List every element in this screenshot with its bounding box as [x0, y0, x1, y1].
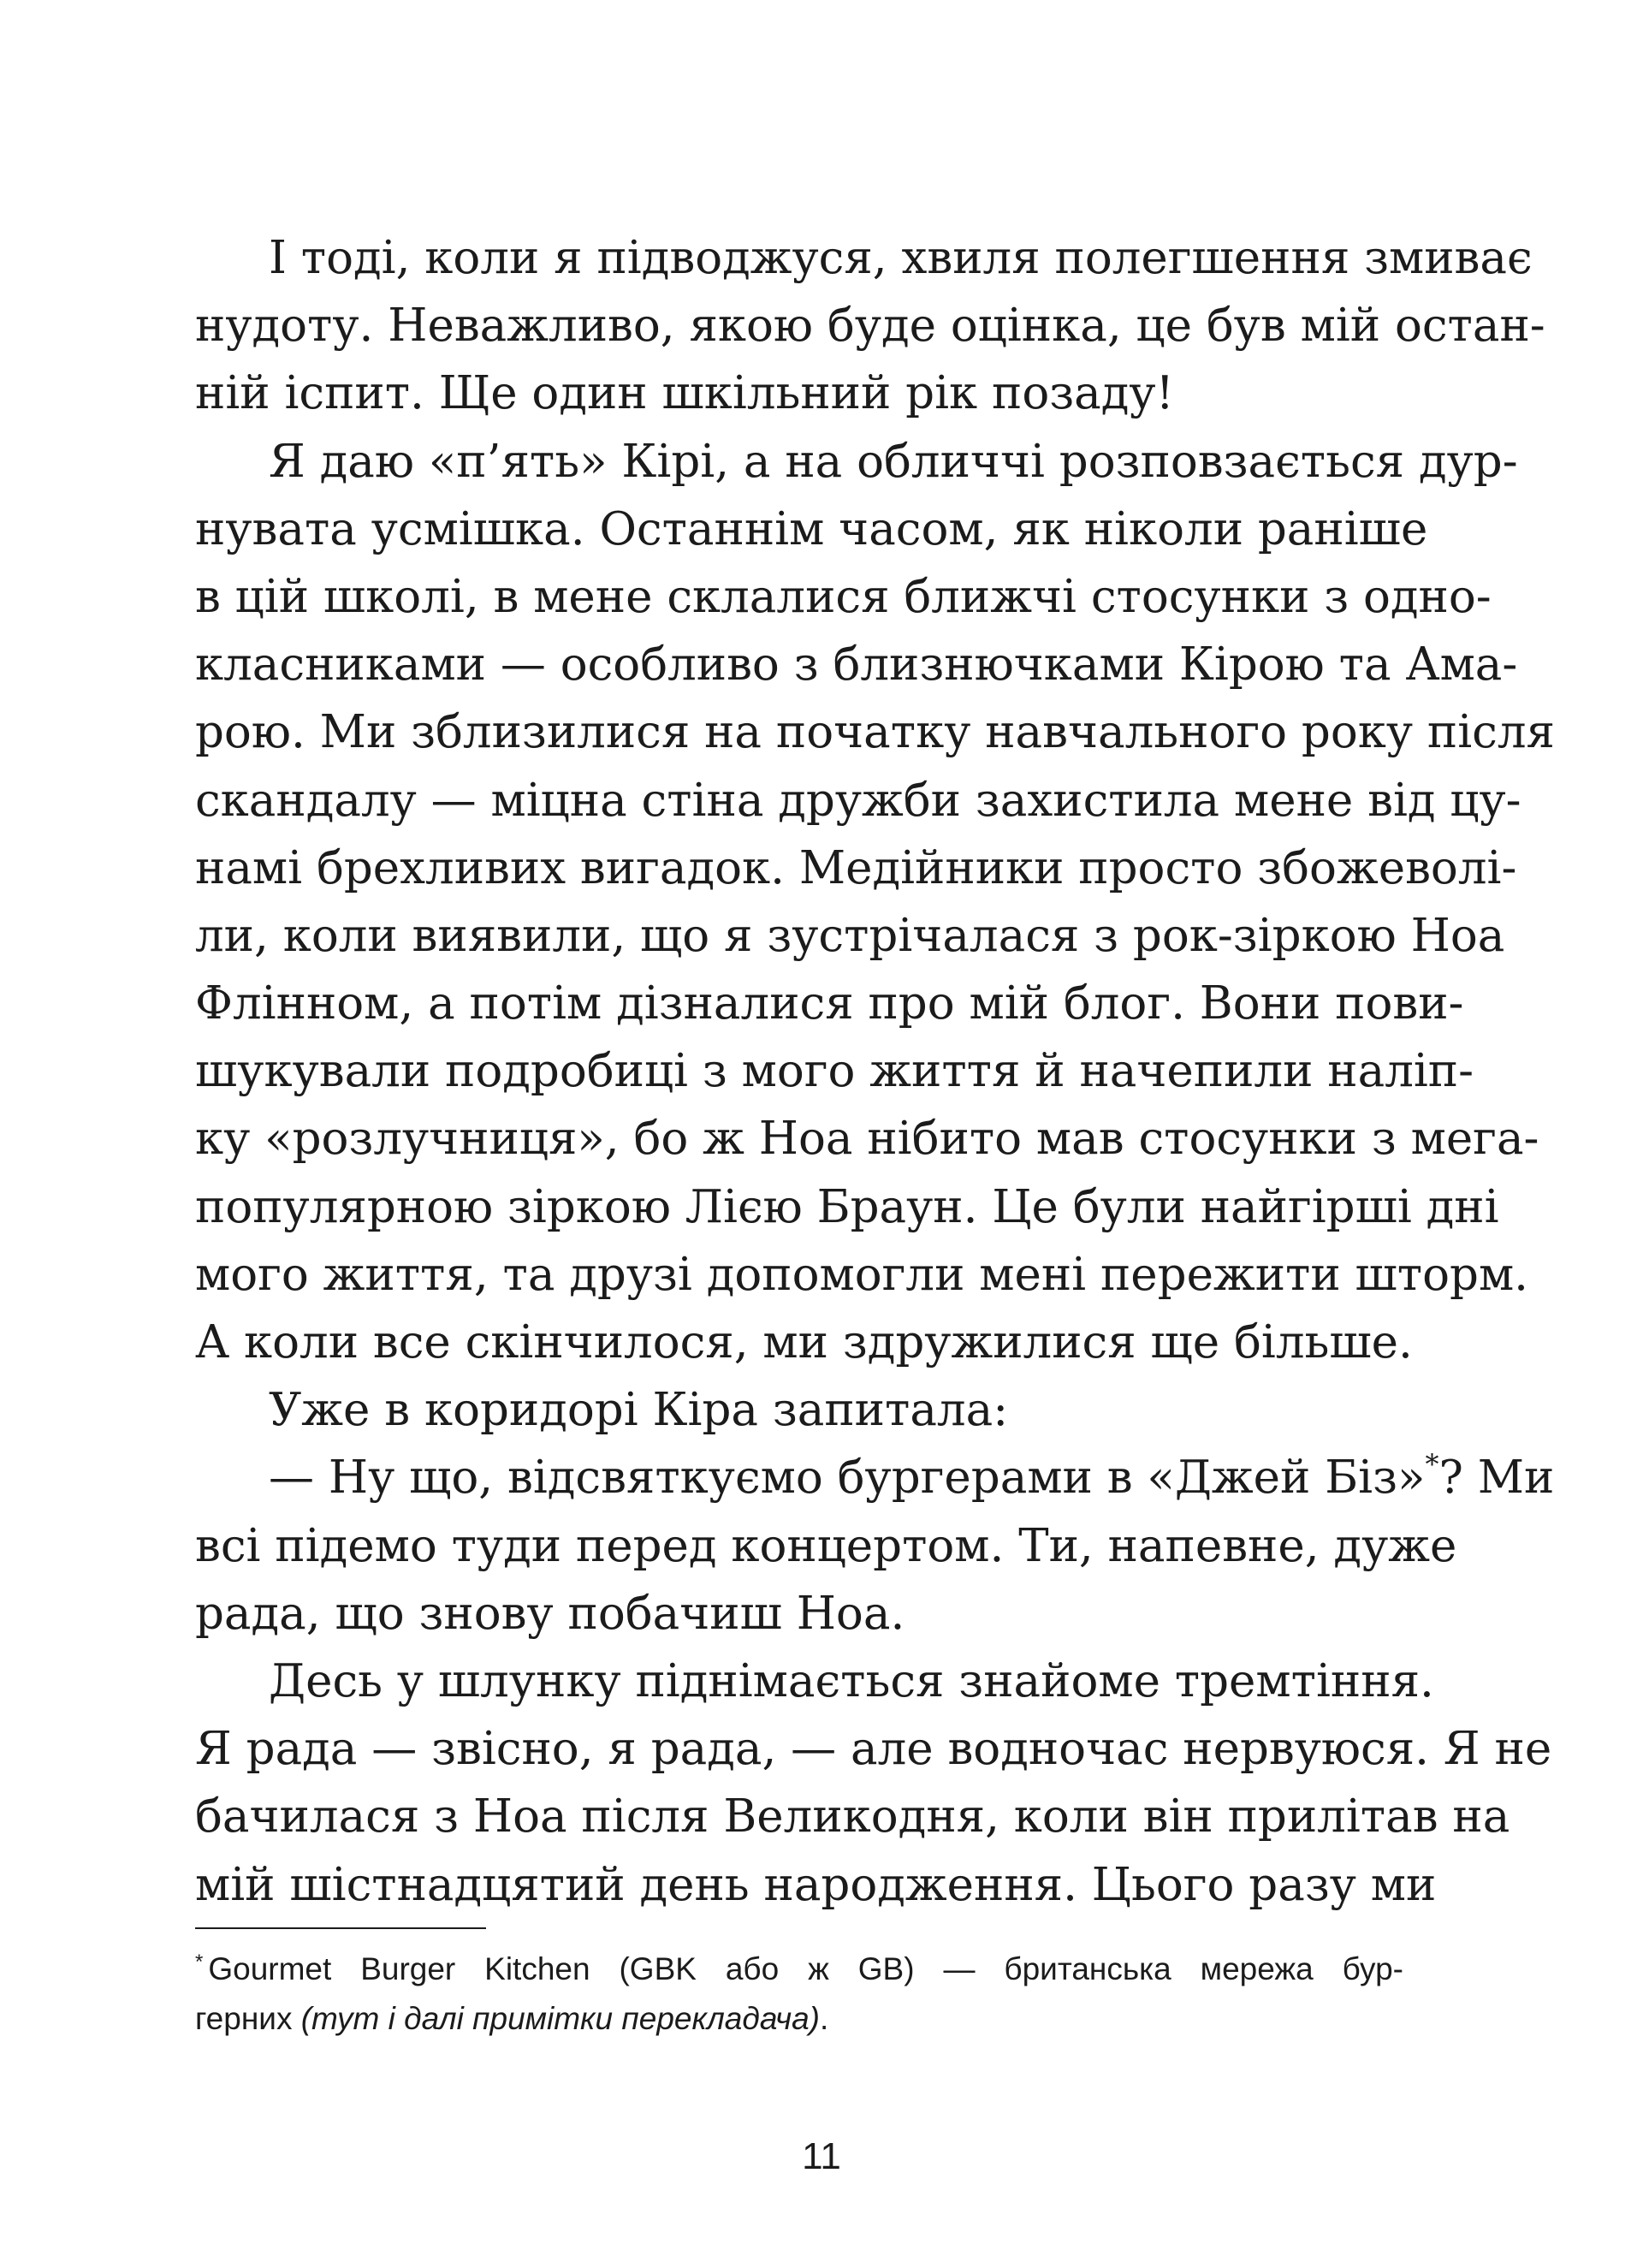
text-line: ній іспит. Ще один шкільний рік позаду!	[195, 367, 1174, 420]
text-line: рою. Ми зблизилися на початку навчального року після	[195, 706, 1555, 759]
text-line: Уже в коридорі Кіра запитала:	[269, 1384, 1009, 1437]
text-line: нудоту. Неважливо, якою буде оцінка, це був мій остан-	[195, 300, 1545, 353]
footnote-reference: *	[1425, 1447, 1439, 1481]
footnote-line	[195, 1944, 1403, 1994]
text-line: Я даю «п’ять» Кірі, а на обличчі розповзається дур-	[269, 435, 1518, 488]
text-line: мій шістнадцятий день народження. Цього разу ми	[195, 1858, 1437, 1911]
footnote-mark: *	[195, 1950, 204, 1974]
text-line: бачилася з Ноа після Великодня, коли він прилітав на	[195, 1790, 1510, 1843]
text-line: нувата усмішка. Останнім часом, як ніколи раніше	[195, 502, 1428, 555]
text-line: скандалу — міцна стіна дружби захистила мене від цу-	[195, 774, 1521, 827]
text-line: ли, коли виявили, що я зустрічалася з рок-зіркою Ноа	[195, 909, 1505, 962]
footnote-text: Gourmet Burger Kitchen (GBK або ж GB) — британська мережа бур-	[208, 1951, 1403, 1986]
text-line: в цій школі, в мене склалися ближчі стосунки з одно-	[195, 570, 1492, 623]
footnote-divider	[195, 1927, 486, 1929]
text-line: популярною зіркою Лією Браун. Це були найгірші дні	[195, 1180, 1499, 1233]
text-line: намі брехливих вигадок. Медійники просто збожеволі-	[195, 841, 1517, 894]
text-line	[195, 1444, 1555, 1511]
text-line: шукували подробиці з мого життя й начепили наліп-	[195, 1045, 1474, 1098]
footnote	[195, 1944, 1403, 2044]
text-line: всі підемо туди перед концертом. Ти, напевне, дуже	[195, 1519, 1457, 1572]
text-line: Флінном, а потім дізналися про мій блог. Вони пови-	[195, 977, 1464, 1030]
text-line: І тоді, коли я підводжуся, хвиля полегшення змиває	[269, 232, 1533, 284]
footnote-italic-text: (тут і далі примітки перекладача)	[300, 2001, 820, 2036]
text-line: Я рада — звісно, я рада, — але водночас нервуюся. Я не	[195, 1723, 1552, 1776]
text-line: Десь у шлунку піднімається знайоме тремтіння.	[269, 1654, 1434, 1707]
dialogue-start: — Ну що, відсвяткуємо бургерами в «Джей Біз»	[269, 1452, 1426, 1505]
body-text	[195, 224, 1555, 1919]
text-line: мого життя, та друзі допомогли мені пережити шторм.	[195, 1248, 1529, 1301]
footnote-text: герних	[195, 2001, 301, 2036]
text-line: А коли все скінчилося, ми здружилися ще більше.	[195, 1316, 1413, 1369]
text-line: рада, що знову побачиш Ноа.	[195, 1587, 905, 1640]
footnote-text-end: .	[820, 2001, 829, 2036]
text-line: класниками — особливо з близнючками Кірою та Ама-	[195, 638, 1518, 692]
page-number: 11	[802, 2135, 841, 2177]
dialogue-continue: ? Ми	[1438, 1452, 1555, 1505]
footnote-line	[195, 1994, 1403, 2044]
text-line: ку «розлучниця», бо ж Ноа нібито мав стосунки з мега-	[195, 1113, 1539, 1166]
